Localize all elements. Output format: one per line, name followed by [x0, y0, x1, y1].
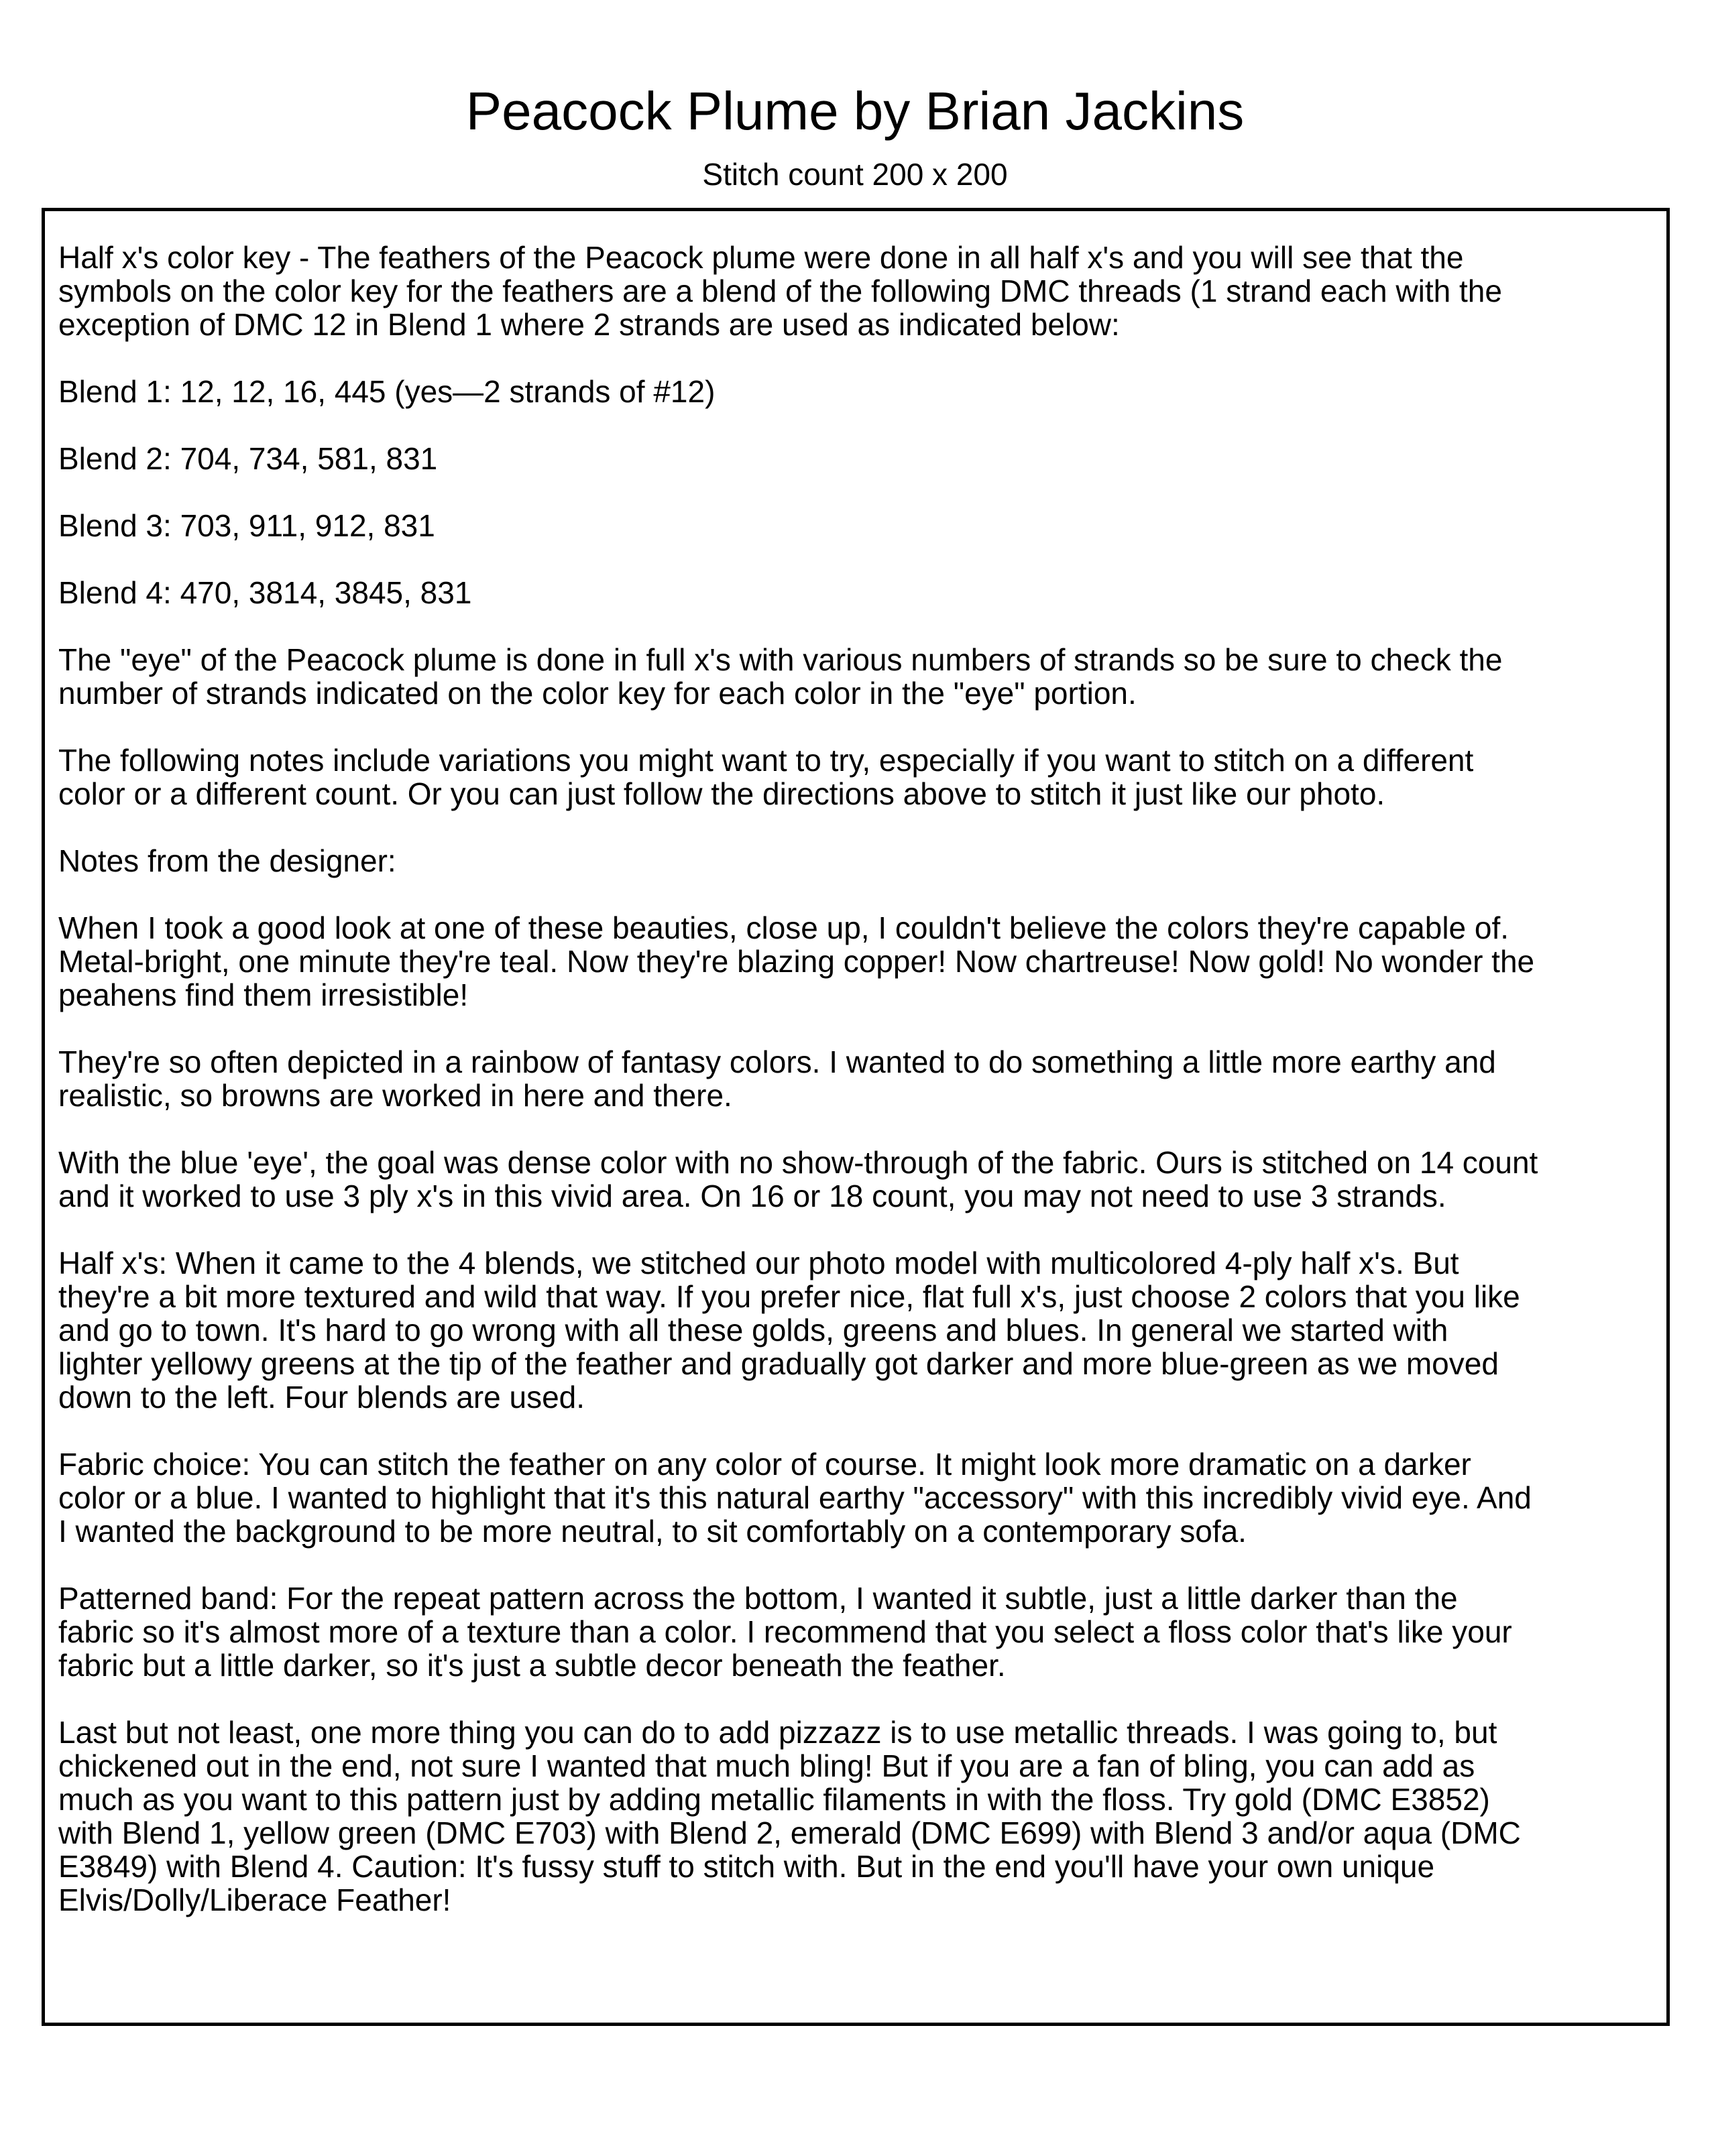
paragraph	[58, 844, 1666, 878]
page-title: Peacock Plume by Brian Jackins	[465, 81, 1245, 141]
paragraph-line: they're a bit more textured and wild that way. If you prefer nice, flat full x's, just choose 2 colors that you like	[58, 1279, 1520, 1314]
paragraph-line: Blend 2: 704, 734, 581, 831	[58, 441, 438, 476]
paragraph-line: Blend 3: 703, 911, 912, 831	[58, 508, 435, 543]
paragraph-line: lighter yellowy greens at the tip of the feather and gradually got darker and more blue-green as we moved	[58, 1346, 1499, 1381]
notes-body	[58, 241, 1666, 1950]
paragraph-line: The "eye" of the Peacock plume is done in full x's with various numbers of strands so be sure to check the	[58, 642, 1503, 677]
paragraph	[58, 1045, 1666, 1112]
paragraph-line: Half x's: When it came to the 4 blends, we stitched our photo model with multicolored 4-ply half x's. But	[58, 1246, 1459, 1280]
paragraph	[58, 442, 1666, 475]
paragraph-line: Half x's color key - The feathers of the Peacock plume were done in all half x's and you will see that the	[58, 240, 1464, 275]
paragraph-line: Notes from the designer:	[58, 843, 396, 878]
paragraph	[58, 1581, 1666, 1682]
paragraph-line: Blend 1: 12, 12, 16, 445 (yes—2 strands of #12)	[58, 374, 716, 409]
paragraph-line: Blend 4: 470, 3814, 3845, 831	[58, 575, 472, 610]
paragraph	[58, 375, 1666, 408]
paragraph	[58, 241, 1666, 341]
paragraph-line: and it worked to use 3 ply x's in this vivid area. On 16 or 18 count, you may not need to use 3 strands.	[58, 1179, 1446, 1213]
paragraph-line: color or a blue. I wanted to highlight that it's this natural earthy "accessory" with this incredibly vivid eye. And	[58, 1480, 1532, 1515]
paragraph-line: E3849) with Blend 4. Caution: It's fussy stuff to stitch with. But in the end you'll have your own unique	[58, 1849, 1435, 1884]
paragraph-line: realistic, so browns are worked in here and there.	[58, 1078, 732, 1113]
paragraph	[58, 911, 1666, 1012]
paragraph-line: with Blend 1, yellow green (DMC E703) with Blend 2, emerald (DMC E699) with Blend 3 and/or aqua (DMC	[58, 1815, 1521, 1850]
paragraph-line: Elvis/Dolly/Liberace Feather!	[58, 1882, 451, 1917]
paragraph	[58, 643, 1666, 710]
paragraph-line: much as you want to this pattern just by adding metallic filaments in with the floss. Try gold (DMC E3852)	[58, 1782, 1490, 1817]
paragraph	[58, 743, 1666, 811]
paragraph-line: fabric but a little darker, so it's just a subtle decor beneath the feather.	[58, 1648, 1006, 1683]
paragraph	[58, 509, 1666, 542]
paragraph-line: Patterned band: For the repeat pattern across the bottom, I wanted it subtle, just a little darker than the	[58, 1581, 1458, 1616]
paragraph-line: number of strands indicated on the color key for each color in the "eye" portion.	[58, 676, 1137, 711]
paragraph	[58, 1146, 1666, 1213]
paragraph-line: When I took a good look at one of these beauties, close up, I couldn't believe the colors they're capable of.	[58, 910, 1509, 945]
paragraph-line: I wanted the background to be more neutral, to sit comfortably on a contemporary sofa.	[58, 1514, 1247, 1549]
paragraph	[58, 576, 1666, 609]
stitch-count: Stitch count 200 x 200	[702, 157, 1008, 192]
paragraph-line: Fabric choice: You can stitch the feather on any color of course. It might look more dramatic on a darker	[58, 1447, 1471, 1482]
paragraph-line: and go to town. It's hard to go wrong with all these golds, greens and blues. In general we started with	[58, 1313, 1448, 1348]
paragraph	[58, 1246, 1666, 1414]
paragraph	[58, 1716, 1666, 1917]
paragraph-line: exception of DMC 12 in Blend 1 where 2 strands are used as indicated below:	[58, 307, 1120, 342]
paragraph-line: The following notes include variations you might want to try, especially if you want to stitch on a different	[58, 743, 1474, 778]
paragraph-line: Last but not least, one more thing you can do to add pizzazz is to use metallic threads. I was going to, but	[58, 1715, 1497, 1750]
paragraph-line: chickened out in the end, not sure I wanted that much bling! But if you are a fan of bling, you can add as	[58, 1748, 1475, 1783]
paragraph-line: symbols on the color key for the feathers are a blend of the following DMC threads (1 strand each with the	[58, 274, 1502, 308]
paragraph-line: color or a different count. Or you can just follow the directions above to stitch it just like our photo.	[58, 776, 1385, 811]
paragraph	[58, 1447, 1666, 1548]
paragraph-line: peahens find them irresistible!	[58, 977, 469, 1012]
paragraph-line: With the blue 'eye', the goal was dense color with no show-through of the fabric. Ours is stitched on 14 count	[58, 1145, 1538, 1180]
paragraph-line: fabric so it's almost more of a texture than a color. I recommend that you select a floss color that's like your	[58, 1614, 1512, 1649]
paragraph-line: down to the left. Four blends are used.	[58, 1380, 585, 1415]
paragraph-line: They're so often depicted in a rainbow of fantasy colors. I wanted to do something a little more earthy and	[58, 1044, 1496, 1079]
notes-box	[42, 208, 1670, 2026]
paragraph-line: Metal-bright, one minute they're teal. Now they're blazing copper! Now chartreuse! Now gold! No wonder the	[58, 944, 1535, 979]
